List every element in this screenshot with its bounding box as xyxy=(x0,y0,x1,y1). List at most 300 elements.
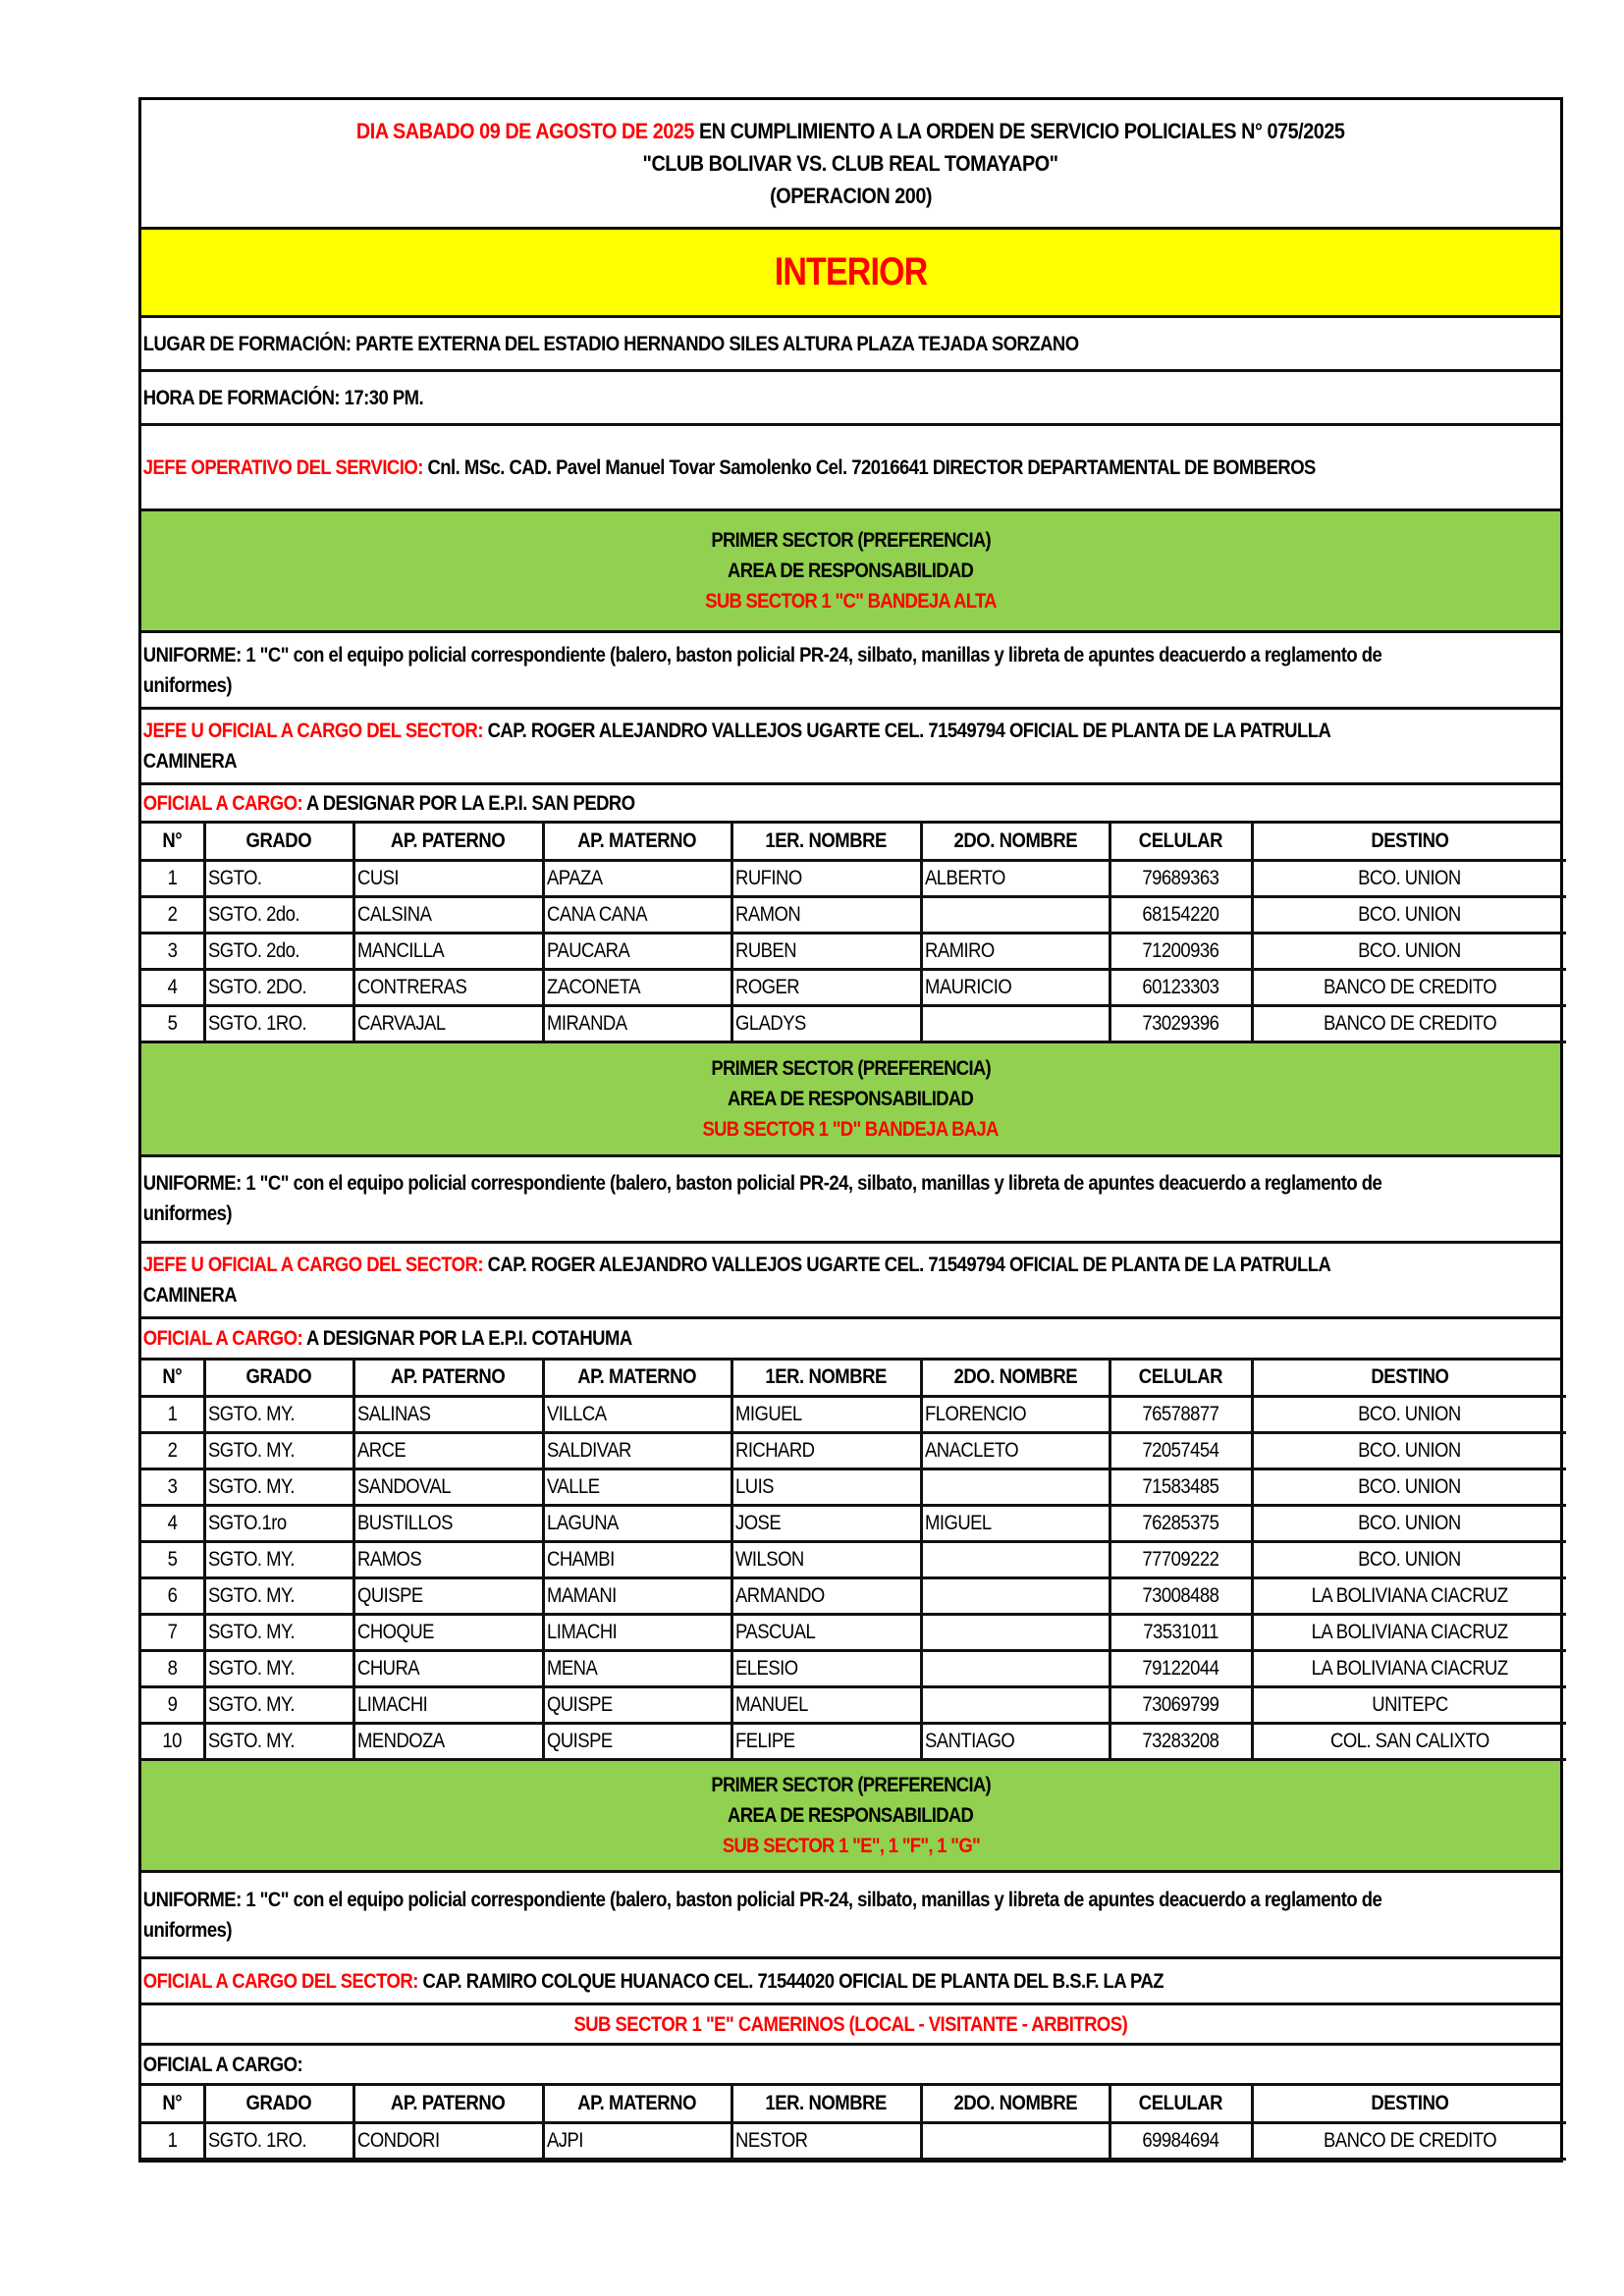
col-phone xyxy=(1110,1615,1252,1651)
sector-area: AREA DE RESPONSABILIDAD xyxy=(728,560,974,582)
col-grade xyxy=(204,969,353,1005)
col-phone xyxy=(1110,1578,1252,1615)
cell-value: 73531011 xyxy=(1143,1621,1218,1643)
cell-value: 73029396 xyxy=(1142,1011,1219,1035)
col-destination xyxy=(1252,1005,1566,1041)
cell-value: BCO. UNION xyxy=(1358,866,1462,889)
cell-value: BANCO DE CREDITO xyxy=(1323,1011,1496,1035)
col-number xyxy=(141,1506,204,1542)
cell-value: UNITEPC xyxy=(1372,1693,1448,1716)
col-second-name-header xyxy=(921,1361,1110,1397)
col-grade xyxy=(204,1506,353,1542)
sector-chief xyxy=(141,1966,1390,1997)
col-maternal-surname xyxy=(543,1578,731,1615)
subsector-e-row xyxy=(141,2005,1560,2046)
subsector-title: SUB SECTOR 1 "E", 1 "F", 1 "G" xyxy=(722,1835,980,1857)
sector-chief-label: JEFE U OFICIAL A CARGO DEL SECTOR: xyxy=(142,1253,483,1276)
cell-value: SGTO. MY. xyxy=(207,1693,295,1716)
cell-value: SALINAS xyxy=(356,1403,430,1425)
col-first-name-header xyxy=(731,2086,921,2122)
column-header-label: CELULAR xyxy=(1138,1365,1223,1389)
cell-value: CALSINA xyxy=(356,902,431,926)
col-phone xyxy=(1110,1542,1252,1578)
cell-value: RICHARD xyxy=(734,1439,815,1462)
col-second-name xyxy=(921,1615,1110,1651)
col-number xyxy=(141,1578,204,1615)
table-row xyxy=(141,1506,1566,1542)
cell-value: SGTO. xyxy=(207,866,262,889)
col-maternal-surname xyxy=(543,860,731,896)
col-grade xyxy=(204,860,353,896)
col-maternal-surname xyxy=(543,1724,731,1760)
sector-area: AREA DE RESPONSABILIDAD xyxy=(728,1087,974,1110)
table-row xyxy=(141,933,1566,969)
cell-value: 1 xyxy=(167,866,178,889)
cell-value: AJPI xyxy=(546,2128,583,2152)
operation-label: (OPERACION 200) xyxy=(770,184,932,208)
col-first-name xyxy=(731,1651,921,1687)
col-phone xyxy=(1110,1433,1252,1469)
col-paternal-surname xyxy=(353,1005,543,1041)
col-first-name xyxy=(731,1724,921,1760)
table-row xyxy=(141,1433,1566,1469)
officer-in-charge-row-3 xyxy=(141,2046,1560,2086)
cell-value: MIGUEL xyxy=(924,1512,992,1534)
officer-label: OFICIAL A CARGO: xyxy=(142,791,303,815)
col-destination xyxy=(1252,1578,1566,1615)
cell-value: SANTIAGO xyxy=(924,1730,1014,1752)
col-second-name xyxy=(921,1578,1110,1615)
col-number xyxy=(141,933,204,969)
cell-value: SGTO. 2do. xyxy=(207,938,299,962)
column-header-label: GRADO xyxy=(245,2091,312,2114)
cell-value: CARVAJAL xyxy=(356,1011,446,1035)
cell-value: SGTO. MY. xyxy=(207,1403,295,1425)
col-maternal-surname xyxy=(543,1397,731,1433)
col-phone xyxy=(1110,1397,1252,1433)
cell-value: 77709222 xyxy=(1142,1548,1219,1571)
col-first-name xyxy=(731,860,921,896)
col-number xyxy=(141,1433,204,1469)
cell-value: VILLCA xyxy=(546,1403,607,1425)
cell-value: SALDIVAR xyxy=(546,1439,631,1462)
cell-value: SGTO. MY. xyxy=(207,1439,295,1462)
col-first-name xyxy=(731,1433,921,1469)
col-phone xyxy=(1110,2122,1252,2159)
col-phone xyxy=(1110,1687,1252,1724)
col-number xyxy=(141,1542,204,1578)
cell-value: 1 xyxy=(167,1403,178,1425)
cell-value: ALBERTO xyxy=(924,866,1005,889)
subsector-e-title: SUB SECTOR 1 "E" CAMERINOS (LOCAL - VISITANTE - ARBITROS) xyxy=(573,2012,1128,2036)
table-header-row xyxy=(141,1361,1566,1397)
col-paternal-surname xyxy=(353,933,543,969)
col-first-name xyxy=(731,896,921,933)
cell-value: ARCE xyxy=(356,1439,406,1462)
col-grade xyxy=(204,1651,353,1687)
cell-value: 1 xyxy=(167,2128,178,2152)
col-number xyxy=(141,1005,204,1041)
col-phone xyxy=(1110,1005,1252,1041)
sector-chief xyxy=(141,1250,1390,1310)
col-maternal-surname xyxy=(543,1433,731,1469)
col-destination-header xyxy=(1252,1361,1566,1397)
cell-value: LIMACHI xyxy=(546,1621,617,1643)
cell-value: RAMON xyxy=(734,902,800,926)
cell-value: PAUCARA xyxy=(546,938,629,962)
col-second-name-header xyxy=(921,824,1110,860)
column-header-label: N° xyxy=(162,1365,183,1389)
column-header-label: AP. MATERNO xyxy=(577,2091,697,2114)
col-destination-header xyxy=(1252,824,1566,860)
col-paternal-surname xyxy=(353,1615,543,1651)
officer-value: A DESIGNAR POR LA E.P.I. COTAHUMA xyxy=(302,1326,632,1350)
match-title: "CLUB BOLIVAR VS. CLUB REAL TOMAYAPO" xyxy=(642,151,1059,176)
cell-value: LA BOLIVIANA CIACRUZ xyxy=(1311,1584,1508,1607)
cell-value: MIRANDA xyxy=(546,1011,627,1035)
formation-place-row xyxy=(141,318,1560,372)
col-maternal-surname xyxy=(543,1005,731,1041)
sector-chief-label: OFICIAL A CARGO DEL SECTOR: xyxy=(142,1969,418,1993)
col-maternal-surname xyxy=(543,1469,731,1506)
officer-in-charge xyxy=(141,788,1390,819)
col-grade xyxy=(204,1469,353,1506)
col-first-name xyxy=(731,1687,921,1724)
cell-value: LAGUNA xyxy=(546,1512,619,1534)
cell-value: 71583485 xyxy=(1142,1475,1219,1498)
cell-value: SANDOVAL xyxy=(356,1475,451,1498)
col-number-header xyxy=(141,824,204,860)
col-number xyxy=(141,1687,204,1724)
col-destination xyxy=(1252,2122,1566,2159)
col-number xyxy=(141,2122,204,2159)
cell-value: 6 xyxy=(167,1584,178,1607)
col-grade xyxy=(204,1687,353,1724)
cell-value: BANCO DE CREDITO xyxy=(1323,2128,1496,2152)
sector-chief-value: CAP. ROGER ALEJANDRO VALLEJOS UGARTE CEL. 71549794 OFICIAL DE PLANTA DE LA PATRULLA CAMINERA xyxy=(142,1253,1330,1307)
cell-value: SGTO. MY. xyxy=(207,1621,295,1643)
col-first-name xyxy=(731,2122,921,2159)
cell-value: VALLE xyxy=(546,1475,600,1498)
cell-value: COL. SAN CALIXTO xyxy=(1329,1730,1489,1752)
table-row xyxy=(141,1542,1566,1578)
col-number-header xyxy=(141,1361,204,1397)
column-header-label: AP. PATERNO xyxy=(391,1365,506,1389)
column-header-label: AP. PATERNO xyxy=(391,2091,506,2114)
cell-value: 76285375 xyxy=(1142,1512,1219,1534)
cell-value: 7 xyxy=(167,1621,178,1643)
cell-value: 71200936 xyxy=(1142,938,1219,962)
col-second-name xyxy=(921,1687,1110,1724)
col-maternal-surname xyxy=(543,896,731,933)
cell-value: FLORENCIO xyxy=(924,1403,1026,1425)
col-maternal-surname xyxy=(543,1687,731,1724)
sector-chief-row-1 xyxy=(141,710,1560,785)
cell-value: SGTO. MY. xyxy=(207,1657,295,1680)
col-second-name xyxy=(921,896,1110,933)
cell-value: 3 xyxy=(167,938,178,962)
col-phone-header xyxy=(1110,824,1252,860)
cell-value: 60123303 xyxy=(1142,975,1219,998)
col-grade-header xyxy=(204,2086,353,2122)
column-header-label: AP. MATERNO xyxy=(577,828,697,852)
uniform-row-3 xyxy=(141,1873,1560,1959)
column-header-label: GRADO xyxy=(245,1365,312,1389)
col-first-name xyxy=(731,1397,921,1433)
cell-value: BCO. UNION xyxy=(1358,1439,1462,1462)
personnel-table-3 xyxy=(141,2086,1566,2161)
cell-value: RAMIRO xyxy=(924,938,995,962)
col-grade xyxy=(204,1433,353,1469)
col-paternal-surname xyxy=(353,1542,543,1578)
cell-value: NESTOR xyxy=(734,2128,808,2152)
col-destination xyxy=(1252,969,1566,1005)
cell-value: SGTO. MY. xyxy=(207,1548,295,1571)
cell-value: CUSI xyxy=(356,866,399,889)
cell-value: CHURA xyxy=(356,1657,419,1680)
cell-value: MAMANI xyxy=(546,1584,617,1607)
cell-value: 10 xyxy=(162,1730,182,1752)
column-header-label: 1ER. NOMBRE xyxy=(765,2091,888,2114)
col-phone-header xyxy=(1110,1361,1252,1397)
col-grade xyxy=(204,1542,353,1578)
col-paternal-surname xyxy=(353,969,543,1005)
col-destination xyxy=(1252,1687,1566,1724)
cell-value: QUISPE xyxy=(356,1584,423,1607)
officer-label: OFICIAL A CARGO: xyxy=(142,1326,303,1350)
sector-title: PRIMER SECTOR (PREFERENCIA) xyxy=(711,1774,991,1796)
col-second-name xyxy=(921,1469,1110,1506)
col-paternal-surname xyxy=(353,1687,543,1724)
col-phone xyxy=(1110,1506,1252,1542)
col-second-name xyxy=(921,1005,1110,1041)
col-grade xyxy=(204,896,353,933)
sector-chief-row-2 xyxy=(141,1244,1560,1319)
col-number xyxy=(141,1397,204,1433)
sector-area: AREA DE RESPONSABILIDAD xyxy=(728,1804,974,1827)
col-grade xyxy=(204,933,353,969)
cell-value: RUFINO xyxy=(734,866,802,889)
cell-value: SGTO. 1RO. xyxy=(207,1011,306,1035)
operational-chief-value: Cnl. MSc. CAD. Pavel Manuel Tovar Samolenko Cel. 72016641 DIRECTOR DEPARTAMENTAL DE BOMBEROS xyxy=(422,455,1316,479)
col-second-name xyxy=(921,2122,1110,2159)
officer-value: A DESIGNAR POR LA E.P.I. SAN PEDRO xyxy=(302,791,635,815)
col-paternal-surname-header xyxy=(353,824,543,860)
cell-value: 73283208 xyxy=(1142,1730,1219,1752)
cell-value: SGTO. 2DO. xyxy=(207,975,306,998)
cell-value: FELIPE xyxy=(734,1730,795,1752)
cell-value: 8 xyxy=(167,1657,178,1680)
cell-value: 4 xyxy=(167,1512,178,1534)
col-destination-header xyxy=(1252,2086,1566,2122)
uniform-text: UNIFORME: 1 "C" con el equipo policial correspondiente (balero, baston policial PR-24, silbato, manillas y libreta de apuntes deacuerdo a reglamento de uniformes) xyxy=(142,1888,1382,1942)
cell-value: BCO. UNION xyxy=(1358,902,1462,926)
col-paternal-surname xyxy=(353,1578,543,1615)
col-paternal-surname xyxy=(353,1724,543,1760)
cell-value: 79122044 xyxy=(1142,1657,1219,1680)
cell-value: 5 xyxy=(167,1011,178,1035)
col-destination xyxy=(1252,1469,1566,1506)
table-row xyxy=(141,1724,1566,1760)
column-header-label: 1ER. NOMBRE xyxy=(765,828,888,852)
col-maternal-surname-header xyxy=(543,824,731,860)
sector-header-2 xyxy=(141,1043,1560,1157)
cell-value: MENDOZA xyxy=(356,1730,445,1752)
cell-value: 76578877 xyxy=(1142,1403,1219,1425)
cell-value: SGTO. MY. xyxy=(207,1730,295,1752)
col-phone xyxy=(1110,1469,1252,1506)
col-paternal-surname xyxy=(353,1433,543,1469)
document-header xyxy=(141,100,1560,230)
column-header-label: DESTINO xyxy=(1371,1365,1449,1389)
date-text: DIA SABADO 09 DE AGOSTO DE 2025 xyxy=(356,119,695,143)
col-number xyxy=(141,969,204,1005)
table-row xyxy=(141,969,1566,1005)
cell-value: SGTO. 2do. xyxy=(207,902,299,926)
table-header-row xyxy=(141,824,1566,860)
column-header-label: AP. PATERNO xyxy=(391,828,506,852)
col-number xyxy=(141,896,204,933)
col-grade xyxy=(204,1005,353,1041)
col-destination xyxy=(1252,933,1566,969)
cell-value: QUISPE xyxy=(546,1730,613,1752)
cell-value: 9 xyxy=(167,1693,178,1716)
column-header-label: CELULAR xyxy=(1138,828,1223,852)
col-destination xyxy=(1252,1506,1566,1542)
cell-value: 2 xyxy=(167,1439,178,1462)
order-text: EN CUMPLIMIENTO A LA ORDEN DE SERVICIO POLICIALES N° 075/2025 xyxy=(694,119,1345,143)
col-destination xyxy=(1252,860,1566,896)
col-second-name xyxy=(921,969,1110,1005)
col-phone xyxy=(1110,860,1252,896)
header-line-1 xyxy=(356,115,1345,147)
column-header-label: 2DO. NOMBRE xyxy=(953,2091,1077,2114)
col-first-name-header xyxy=(731,1361,921,1397)
sector-chief-label: JEFE U OFICIAL A CARGO DEL SECTOR: xyxy=(142,720,483,742)
col-number xyxy=(141,1651,204,1687)
col-maternal-surname xyxy=(543,1542,731,1578)
cell-value: JOSE xyxy=(734,1512,781,1534)
col-paternal-surname xyxy=(353,1506,543,1542)
column-header-label: N° xyxy=(162,2091,183,2114)
operational-chief-label: JEFE OPERATIVO DEL SERVICIO: xyxy=(142,455,423,479)
table-row xyxy=(141,860,1566,896)
cell-value: 2 xyxy=(167,902,178,926)
col-destination xyxy=(1252,1615,1566,1651)
sector-title: PRIMER SECTOR (PREFERENCIA) xyxy=(711,529,991,552)
formation-place: LUGAR DE FORMACIÓN: PARTE EXTERNA DEL ESTADIO HERNANDO SILES ALTURA PLAZA TEJADA SORZANO xyxy=(142,332,1079,355)
col-maternal-surname xyxy=(543,969,731,1005)
cell-value: CANA CANA xyxy=(546,902,647,926)
col-first-name-header xyxy=(731,824,921,860)
col-second-name-header xyxy=(921,2086,1110,2122)
cell-value: 69984694 xyxy=(1142,2128,1219,2152)
col-first-name xyxy=(731,969,921,1005)
col-paternal-surname-header xyxy=(353,1361,543,1397)
cell-value: BCO. UNION xyxy=(1358,1403,1462,1425)
col-phone xyxy=(1110,1724,1252,1760)
cell-value: ANACLETO xyxy=(924,1439,1018,1462)
uniform-text: UNIFORME: 1 "C" con el equipo policial correspondiente (balero, baston policial PR-24, silbato, manillas y libreta de apuntes deacuerdo a reglamento de uniformes) xyxy=(142,643,1382,697)
col-number xyxy=(141,1615,204,1651)
col-paternal-surname xyxy=(353,1651,543,1687)
personnel-table-1 xyxy=(141,824,1566,1043)
cell-value: CONDORI xyxy=(356,2128,440,2152)
col-destination xyxy=(1252,1724,1566,1760)
cell-value: BCO. UNION xyxy=(1358,1548,1462,1571)
cell-value: 5 xyxy=(167,1548,178,1571)
col-maternal-surname xyxy=(543,1651,731,1687)
personnel-table-2 xyxy=(141,1361,1566,1762)
col-destination xyxy=(1252,1651,1566,1687)
table-row xyxy=(141,1687,1566,1724)
cell-value: CHOQUE xyxy=(356,1621,434,1643)
col-grade-header xyxy=(204,824,353,860)
col-first-name xyxy=(731,1469,921,1506)
cell-value: SGTO. MY. xyxy=(207,1475,295,1498)
cell-value: BCO. UNION xyxy=(1358,1512,1462,1534)
col-first-name xyxy=(731,1542,921,1578)
column-header-label: AP. MATERNO xyxy=(577,1365,697,1389)
col-destination xyxy=(1252,896,1566,933)
col-second-name xyxy=(921,1506,1110,1542)
col-first-name xyxy=(731,1615,921,1651)
col-number xyxy=(141,860,204,896)
col-number-header xyxy=(141,2086,204,2122)
cell-value: MANCILLA xyxy=(356,938,444,962)
table-row xyxy=(141,1397,1566,1433)
col-number xyxy=(141,1724,204,1760)
cell-value: MAURICIO xyxy=(924,975,1011,998)
cell-value: GLADYS xyxy=(734,1011,806,1035)
col-phone xyxy=(1110,933,1252,969)
column-header-label: 2DO. NOMBRE xyxy=(953,828,1077,852)
col-first-name xyxy=(731,1005,921,1041)
col-grade-header xyxy=(204,1361,353,1397)
officer-in-charge xyxy=(141,1323,1390,1354)
officer-in-charge: OFICIAL A CARGO: xyxy=(142,2053,303,2076)
col-destination xyxy=(1252,1433,1566,1469)
col-second-name xyxy=(921,1724,1110,1760)
cell-value: 4 xyxy=(167,975,178,998)
table-row xyxy=(141,1651,1566,1687)
cell-value: BCO. UNION xyxy=(1358,938,1462,962)
cell-value: ROGER xyxy=(734,975,799,998)
col-second-name xyxy=(921,1542,1110,1578)
cell-value: BCO. UNION xyxy=(1358,1475,1462,1498)
table-row xyxy=(141,1469,1566,1506)
sector-chief-value: CAP. RAMIRO COLQUE HUANACO CEL. 71544020 OFICIAL DE PLANTA DEL B.S.F. LA PAZ xyxy=(417,1969,1164,1993)
officer-in-charge-row-2 xyxy=(141,1319,1560,1361)
cell-value: LIMACHI xyxy=(356,1693,427,1716)
uniform-row-2 xyxy=(141,1157,1560,1244)
subsector-title: SUB SECTOR 1 "C" BANDEJA ALTA xyxy=(705,590,997,613)
col-destination xyxy=(1252,1397,1566,1433)
col-maternal-surname xyxy=(543,933,731,969)
cell-value: CHAMBI xyxy=(546,1548,615,1571)
column-header-label: DESTINO xyxy=(1371,2091,1449,2114)
col-second-name xyxy=(921,1397,1110,1433)
cell-value: APAZA xyxy=(546,866,603,889)
sector-header-3 xyxy=(141,1761,1560,1873)
col-second-name xyxy=(921,860,1110,896)
cell-value: 73008488 xyxy=(1142,1584,1219,1607)
cell-value: MIGUEL xyxy=(734,1403,802,1425)
cell-value: 3 xyxy=(167,1475,178,1498)
interior-banner xyxy=(141,230,1560,318)
subsector-title: SUB SECTOR 1 "D" BANDEJA BAJA xyxy=(702,1117,1000,1141)
officer-in-charge-row-1 xyxy=(141,785,1560,824)
